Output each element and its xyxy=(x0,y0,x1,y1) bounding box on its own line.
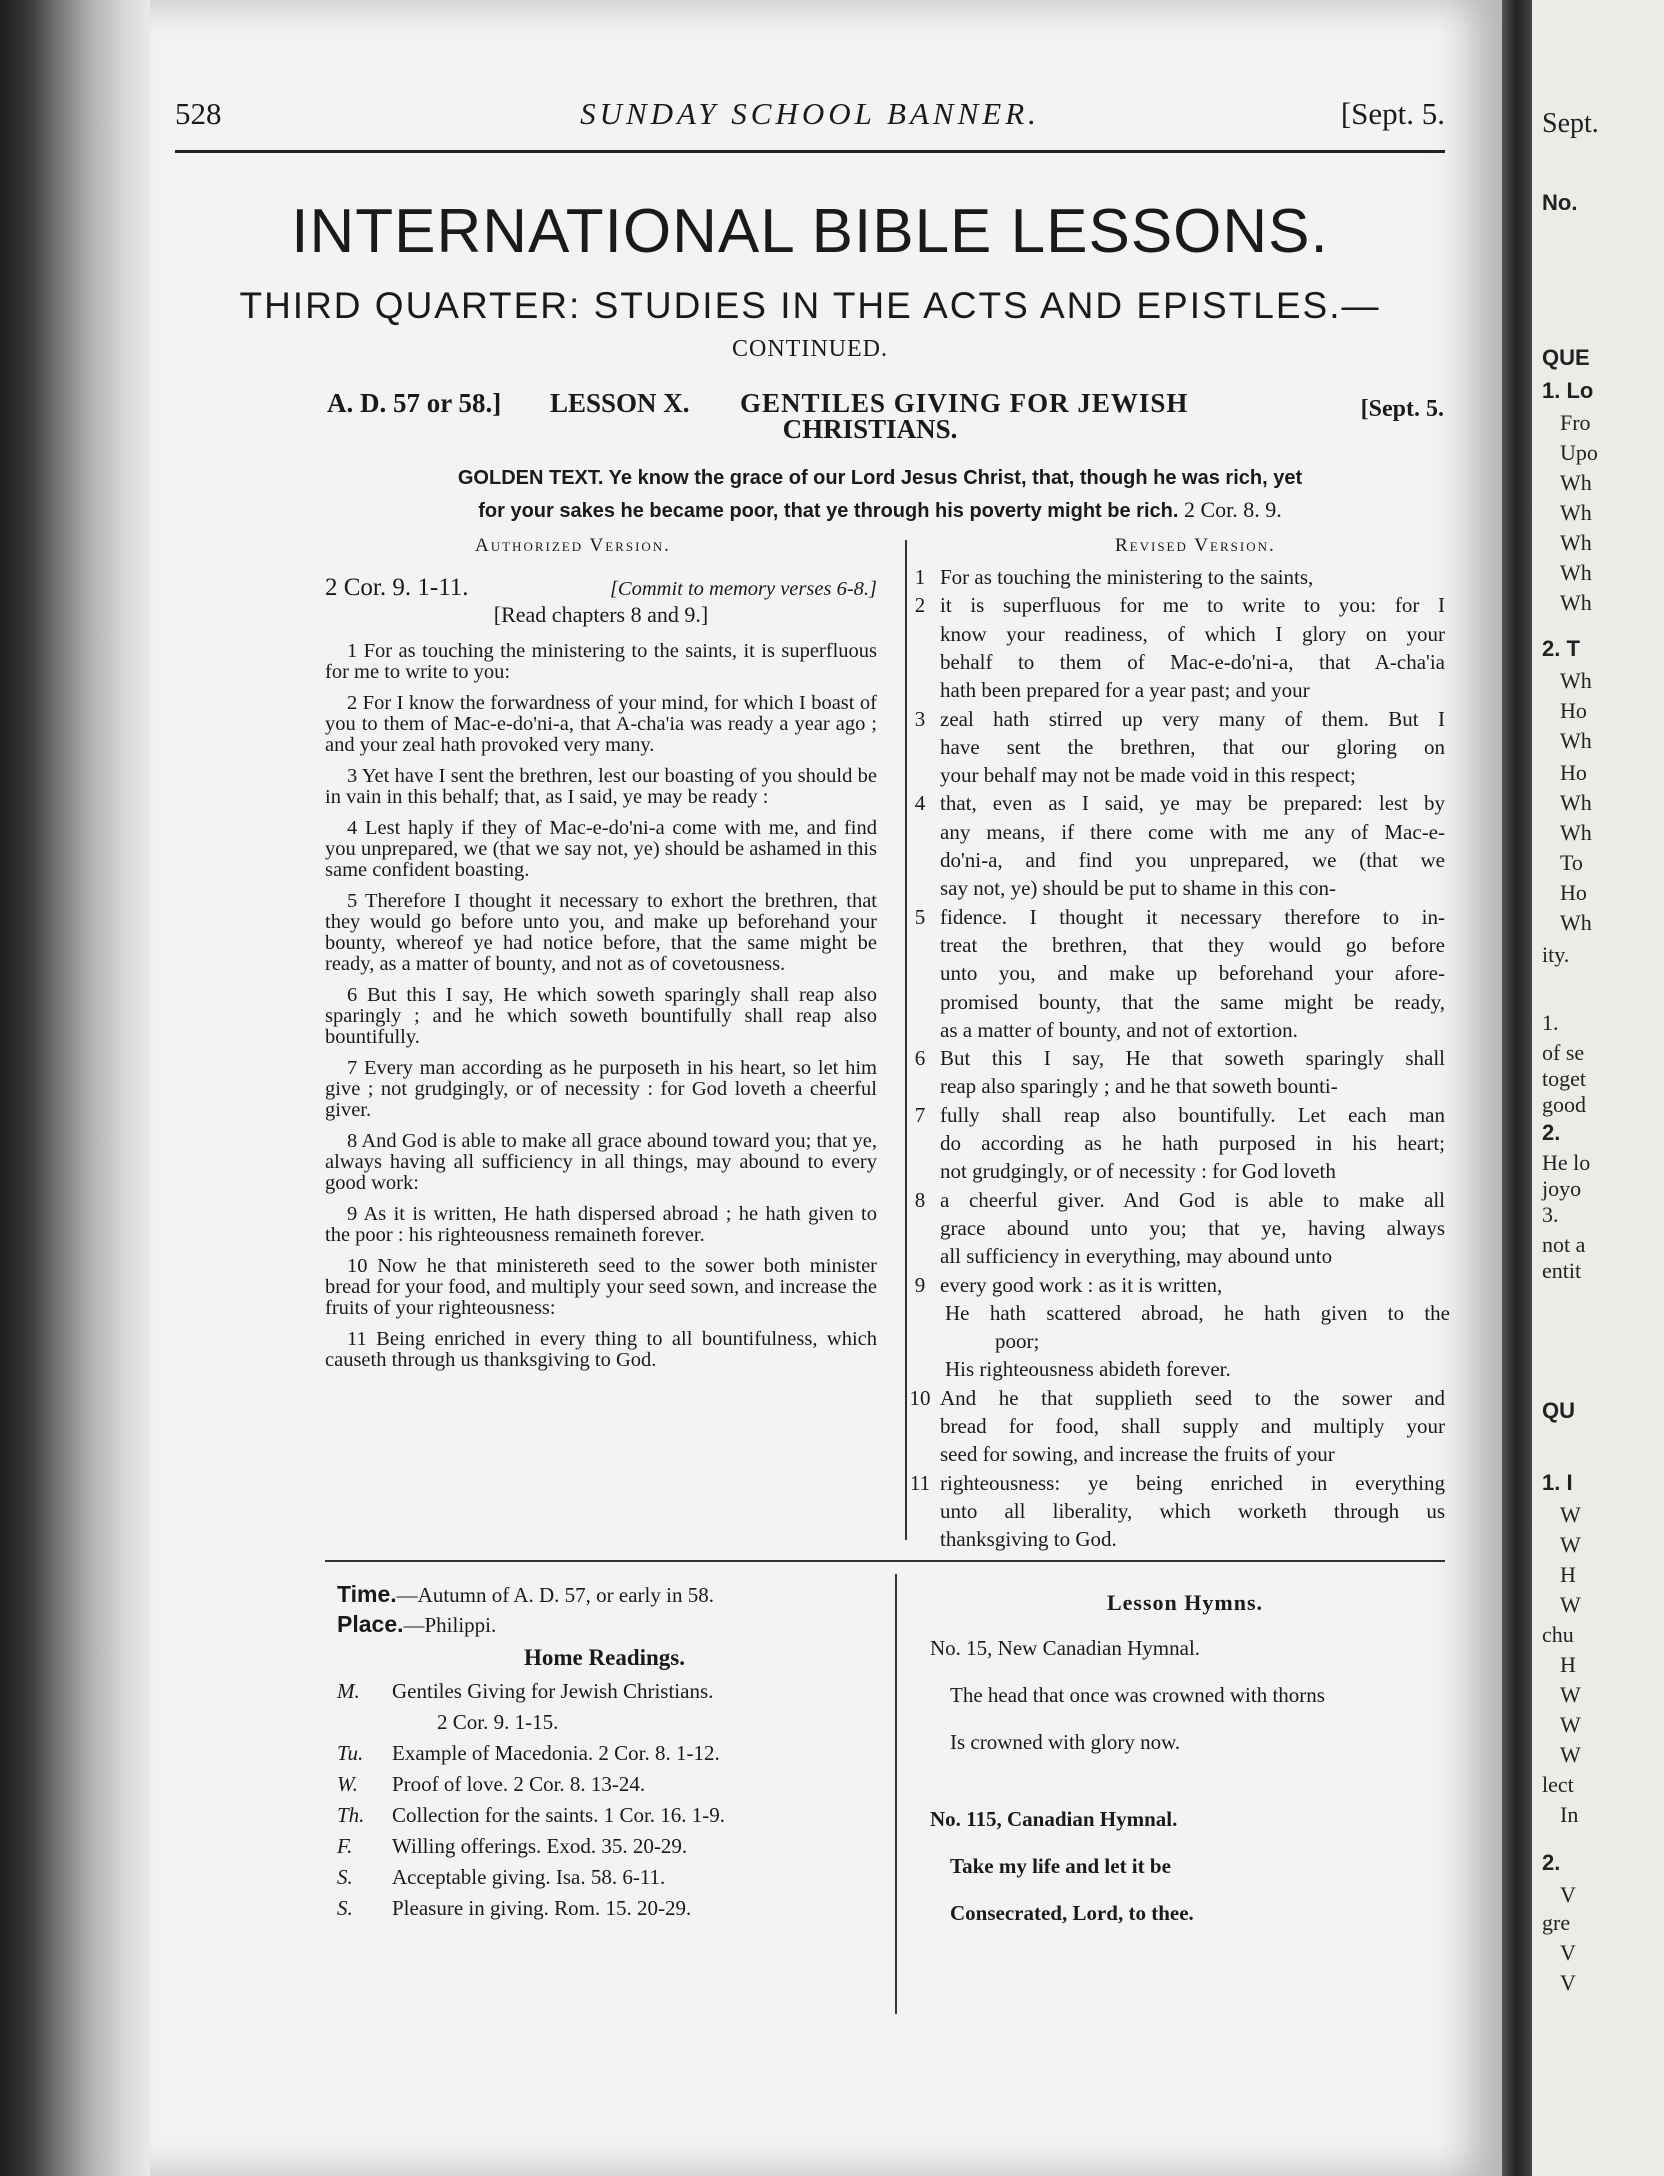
verse: 4 Lest haply if they of Mac-e-do'ni-a come with me, and find you unprepared, we (that we say not, ye) should be ashamed in this same confident boasting. xyxy=(325,817,877,881)
hymns-heading: Lesson Hymns. xyxy=(1106,1590,1264,1615)
revised-line xyxy=(905,1497,1450,1525)
revised-line-text: thanksgiving to God. xyxy=(940,1527,1117,1552)
revised-line-text: bread for food, shall supply and multiply your xyxy=(940,1414,1445,1438)
next-page-fragment: In xyxy=(1560,1802,1579,1827)
lesson-hymns xyxy=(930,1590,1440,1926)
revised-line xyxy=(905,1214,1450,1242)
next-page-fragment: 1. xyxy=(1542,1010,1559,1035)
revised-line-text: fidence. I thought it necessary therefore to in- xyxy=(940,904,1445,929)
revised-line-text: say not, ye) should be put to shame in this con- xyxy=(940,876,1337,901)
verse-number: 7 xyxy=(914,1102,926,1127)
revised-line xyxy=(905,591,1450,619)
next-page-fragment: QU xyxy=(1542,1398,1575,1423)
revised-line xyxy=(905,1271,1450,1299)
time-text: —Autumn of A. D. 57, or early in 58. xyxy=(396,1583,714,1607)
revised-line-text: For as touching the ministering to the saints, xyxy=(940,565,1314,589)
revised-line xyxy=(905,846,1450,874)
revised-line-text: unto you, and make up beforehand your afore- xyxy=(940,961,1445,986)
revised-line-text: have sent the brethren, that our gloring on xyxy=(940,734,1445,759)
revised-line xyxy=(905,1525,1450,1553)
verse-number: 2 xyxy=(914,593,926,618)
next-page-fragment: 1. I xyxy=(1542,1470,1573,1495)
reading-day: W. xyxy=(337,1772,358,1796)
revised-line-text: do'ni-a, and find you unprepared, we (that we xyxy=(940,848,1445,872)
next-page-fragment: H xyxy=(1560,1652,1576,1677)
revised-line xyxy=(905,903,1450,931)
next-page-fragment: To xyxy=(1560,850,1583,875)
revised-line xyxy=(905,1072,1450,1100)
verse: 2 For I know the forwardness of your mind, for which I boast of you to them of Mac-e-do'ni-a, that A-cha'ia was ready a year ago ; and your zeal hath provoked very many. xyxy=(325,692,877,756)
revised-line-text: seed for sowing, and increase the fruits of your xyxy=(940,1442,1335,1467)
revised-line-text: righteousness: ye being enriched in everything xyxy=(940,1470,1445,1495)
next-page-fragment: Upo xyxy=(1560,440,1598,465)
next-page-fragment: 2. xyxy=(1542,1850,1561,1875)
revised-line xyxy=(905,761,1450,789)
revised-line xyxy=(905,620,1450,648)
revised-line xyxy=(905,789,1450,817)
revised-line-text: promised bounty, that the same might be ready, xyxy=(940,989,1445,1014)
next-page-fragment: He lo xyxy=(1542,1150,1591,1175)
revised-line-text: behalf to them of Mac-e-do'ni-a, that A-cha'ia xyxy=(940,649,1445,674)
golden-text-line1: Ye know the grace of our Lord Jesus Christ, that, though he was rich, yet xyxy=(608,467,1303,489)
next-page-fragment: not a xyxy=(1542,1232,1586,1257)
revised-heading: Revised Version. xyxy=(1115,535,1276,556)
reading-text: Proof of love. 2 Cor. 8. 13-24. xyxy=(392,1772,646,1796)
revised-line xyxy=(905,733,1450,761)
reading-text: Example of Macedonia. 2 Cor. 8. 1-12. xyxy=(392,1741,720,1765)
next-page-fragment: Fro xyxy=(1560,410,1591,435)
continued-label: CONTINUED. xyxy=(732,336,888,362)
golden-text-reference: 2 Cor. 8. 9. xyxy=(1183,497,1282,522)
next-page-fragment: Ho xyxy=(1560,698,1587,723)
revised-line-text: zeal hath stirred up very many of them. But I xyxy=(940,706,1445,731)
hymn-2-line2: Consecrated, Lord, to thee. xyxy=(950,1901,1194,1925)
next-page-fragment: joyo xyxy=(1542,1176,1582,1201)
reading-text: 2 Cor. 9. 1-15. xyxy=(437,1710,559,1734)
revised-line-text: And he that supplieth seed to the sower and xyxy=(940,1385,1445,1410)
next-page-fragment: 2. xyxy=(1542,1120,1561,1145)
verse: 1 For as touching the ministering to the saints, it is superfluous for me to write to you: xyxy=(325,640,877,683)
revised-line xyxy=(905,931,1450,959)
revised-line xyxy=(905,1412,1450,1440)
next-page-fragment: lect xyxy=(1542,1772,1574,1797)
next-page-fragment: Wh xyxy=(1560,530,1592,555)
revised-line-text: all sufficiency in everything, may abound unto xyxy=(940,1244,1333,1269)
verse: 10 Now he that ministereth seed to the sower both minister bread for your food, and multiply your seed sown, and increase the fruits of your righteousness: xyxy=(325,1255,877,1319)
home-readings xyxy=(337,1676,877,1924)
revised-line xyxy=(905,705,1450,733)
lesson-year: A. D. 57 or 58.] xyxy=(327,388,502,418)
next-page-fragment: Wh xyxy=(1560,560,1592,585)
revised-line xyxy=(905,676,1450,704)
book-gutter xyxy=(1502,0,1532,2176)
next-page-fragment: QUE xyxy=(1542,345,1590,370)
next-page-fragment: Wh xyxy=(1560,590,1592,615)
next-page-fragment: entit xyxy=(1542,1258,1582,1283)
revised-line-text: your behalf may not be made void in this respect; xyxy=(940,763,1356,788)
next-page-fragment: W xyxy=(1560,1502,1581,1527)
next-page-fragment: Wh xyxy=(1560,790,1592,815)
revised-line-text: do according as he hath purposed in his heart; xyxy=(940,1131,1445,1155)
next-page-fragment: gre xyxy=(1542,1910,1571,1935)
reading-day: Th. xyxy=(337,1803,365,1827)
revised-line xyxy=(905,1101,1450,1129)
next-page-fragment: Ho xyxy=(1560,760,1587,785)
revised-line xyxy=(905,1355,1450,1383)
revised-line xyxy=(905,1044,1450,1072)
revised-line-text: any means, if there come with me any of Mac-e- xyxy=(940,819,1445,844)
revised-line xyxy=(905,1384,1450,1412)
place-label: Place. xyxy=(337,1611,404,1637)
next-page-fragment: W xyxy=(1560,1532,1581,1557)
next-page-fragment: good xyxy=(1542,1092,1586,1117)
verse: 11 Being enriched in every thing to all bountifulness, which causeth through us thanksgiving to God. xyxy=(325,1328,877,1371)
lesson-number: LESSON X. xyxy=(550,388,690,418)
hymn-1-label: No. 15, New Canadian Hymnal. xyxy=(930,1636,1201,1660)
running-head xyxy=(175,96,1445,146)
revised-line-text: His righteousness abideth forever. xyxy=(945,1357,1231,1382)
verse: 8 And God is able to make all grace abound toward you; that ye, always having all sufficiency in all things, may abound to every good work: xyxy=(325,1130,877,1194)
revised-line xyxy=(905,1186,1450,1214)
hymn-1-line1: The head that once was crowned with thorns xyxy=(950,1683,1325,1707)
verse-number: 1 xyxy=(914,565,926,589)
time-label: Time. xyxy=(337,1581,397,1607)
reading-day: F. xyxy=(337,1834,353,1858)
revised-line-text: it is superfluous for me to write to you: for I xyxy=(940,593,1445,618)
reading-item xyxy=(337,1769,877,1800)
revised-line xyxy=(905,874,1450,902)
next-page-fragment: Wh xyxy=(1560,820,1592,845)
revised-line-text: a cheerful giver. And God is able to make all xyxy=(940,1187,1445,1212)
publication-title: SUNDAY SCHOOL BANNER. xyxy=(580,96,1040,131)
reading-item xyxy=(337,1707,877,1738)
verse: 5 Therefore I thought it necessary to exhort the brethren, that they would go before unto you, and make up beforehand your bounty, whereof ye had notice before, that the same might be ready, as a matter of bounty, and not as of covetousness. xyxy=(325,890,877,975)
reading-text: Gentiles Giving for Jewish Christians. xyxy=(392,1679,714,1703)
revised-line xyxy=(905,1469,1450,1497)
verse-number: 11 xyxy=(909,1470,931,1495)
reading-day: M. xyxy=(337,1679,360,1703)
golden-text xyxy=(360,462,1400,527)
verse-number: 6 xyxy=(914,1046,926,1071)
next-page-fragment: Wh xyxy=(1560,500,1592,525)
revised-line-text: as a matter of bounty, and not of extortion. xyxy=(940,1017,1298,1042)
next-page-fragment: V xyxy=(1560,1970,1576,1995)
next-page-fragment: Wh xyxy=(1560,910,1592,935)
reading-item xyxy=(337,1893,877,1924)
header-date: [Sept. 5. xyxy=(1340,96,1445,131)
revised-line xyxy=(905,1327,1450,1355)
revised-line xyxy=(905,1016,1450,1044)
lesson-date: [Sept. 5. xyxy=(1360,396,1444,422)
next-page-fragment: ity. xyxy=(1542,942,1570,967)
next-page-fragment: W xyxy=(1560,1742,1581,1767)
hymn-1-line2: Is crowned with glory now. xyxy=(950,1730,1181,1754)
next-page-fragment: Wh xyxy=(1560,728,1592,753)
reading-item xyxy=(337,1738,877,1769)
verse: 3 Yet have I sent the brethren, lest our boasting of you should be in vain in this behalf; that, as I said, ye may be ready : xyxy=(325,765,877,808)
revised-line xyxy=(905,818,1450,846)
next-page-fragment: W xyxy=(1560,1712,1581,1737)
revised-line-text: He hath scattered abroad, he hath given to the xyxy=(945,1300,1450,1325)
reading-item xyxy=(337,1862,877,1893)
lesson-title: GENTILES GIVING FOR JEWISH xyxy=(740,388,1189,418)
next-page-fragment: 2. T xyxy=(1542,636,1580,661)
reading-text: Pleasure in giving. Rom. 15. 20-29. xyxy=(392,1896,692,1920)
revised-line-text: not grudgingly, or of necessity : for God loveth xyxy=(940,1159,1336,1184)
revised-line xyxy=(905,563,1450,591)
reading-day: S. xyxy=(337,1865,353,1889)
next-page-fragment: Wh xyxy=(1560,668,1592,693)
next-page-fragment: 3. xyxy=(1542,1202,1559,1227)
revised-line-text: that, even as I said, ye may be prepared: lest by xyxy=(940,791,1445,816)
scripture-reference: 2 Cor. 9. 1-11. xyxy=(325,574,469,601)
next-page-fragment: of se xyxy=(1542,1040,1585,1065)
revised-line-text: grace abound unto you; that ye, having always xyxy=(940,1215,1445,1240)
reading-day: S. xyxy=(337,1896,353,1920)
hymn-2-line1: Take my life and let it be xyxy=(950,1854,1171,1878)
hymn-2-label: No. 115, Canadian Hymnal. xyxy=(930,1807,1178,1831)
reading-day: Tu. xyxy=(337,1741,364,1765)
next-page-fragment: V xyxy=(1560,1882,1576,1907)
next-page-edge xyxy=(1532,0,1664,2176)
revised-line-text: But this I say, He that soweth sparingly shall xyxy=(940,1046,1445,1071)
home-readings-heading: Home Readings. xyxy=(524,1645,685,1670)
lower-column-divider xyxy=(895,1574,897,2014)
next-page-fragment: 1. Lo xyxy=(1542,378,1594,403)
page-subtitle: THIRD QUARTER: STUDIES IN THE ACTS AND EPISTLES.— xyxy=(239,285,1381,326)
reading-item xyxy=(337,1800,877,1831)
revised-line-text: every good work : as it is written, xyxy=(940,1272,1223,1297)
reading-item xyxy=(337,1676,877,1707)
reading-text: Willing offerings. Exod. 35. 20-29. xyxy=(392,1834,688,1858)
revised-line xyxy=(905,648,1450,676)
verse-number: 9 xyxy=(914,1272,926,1297)
verse-number: 4 xyxy=(914,791,926,816)
header-rule xyxy=(175,150,1445,153)
next-page-fragment: H xyxy=(1560,1562,1576,1587)
authorized-version xyxy=(325,574,877,1381)
next-page-fragment: chu xyxy=(1542,1622,1574,1647)
revised-line xyxy=(905,1242,1450,1270)
next-page-fragment: toget xyxy=(1542,1066,1586,1091)
revised-line-text: reap also sparingly ; and he that soweth bounti- xyxy=(940,1074,1338,1099)
revised-line-text: poor; xyxy=(995,1329,1040,1354)
next-page-fragment: No. xyxy=(1542,190,1578,215)
revised-line-text: hath been prepared for a year past; and your xyxy=(940,678,1310,703)
verse-number: 3 xyxy=(914,706,926,731)
verse: 6 But this I say, He which soweth sparingly shall reap also sparingly ; and he which soweth bountifully shall reap also bountifully. xyxy=(325,984,877,1048)
revised-line xyxy=(905,1299,1450,1327)
section-rule xyxy=(325,1560,1445,1562)
page-number: 528 xyxy=(175,96,222,131)
next-page-header: Sept. xyxy=(1542,108,1599,139)
lesson-title-cont: CHRISTIANS. xyxy=(782,414,958,444)
reading-text: Collection for the saints. 1 Cor. 16. 1-9. xyxy=(392,1803,726,1827)
reading-item xyxy=(337,1831,877,1862)
golden-text-label: GOLDEN TEXT. xyxy=(457,467,604,489)
reading-text: Acceptable giving. Isa. 58. 6-11. xyxy=(392,1865,666,1889)
next-page-fragment: W xyxy=(1560,1592,1581,1617)
verse: 9 As it is written, He hath dispersed abroad ; he hath given to the poor : his righteousness remaineth forever. xyxy=(325,1203,877,1246)
revised-line xyxy=(905,959,1450,987)
revised-line-text: treat the brethren, that they would go before xyxy=(940,932,1445,957)
revised-line-text: fully shall reap also bountifully. Let each man xyxy=(940,1102,1445,1127)
next-page-fragment: Ho xyxy=(1560,880,1587,905)
next-page-fragment: W xyxy=(1560,1682,1581,1707)
revised-line-text: know your readiness, of which I glory on your xyxy=(940,621,1445,646)
revised-line xyxy=(905,988,1450,1016)
verse-number: 8 xyxy=(914,1187,926,1212)
revised-line xyxy=(905,1440,1450,1468)
time-place xyxy=(337,1580,714,1640)
golden-text-line2: for your sakes he became poor, that ye through his poverty might be rich. xyxy=(478,500,1179,522)
page-title: INTERNATIONAL BIBLE LESSONS. xyxy=(291,197,1329,266)
verse-number: 10 xyxy=(909,1385,931,1410)
next-page-fragment: Wh xyxy=(1560,470,1592,495)
verse-number: 5 xyxy=(914,904,926,929)
book-spine xyxy=(0,0,150,2176)
revised-line-text: unto all liberality, which worketh through us xyxy=(940,1498,1445,1523)
authorized-heading: Authorized Version. xyxy=(475,535,671,556)
verse: 7 Every man according as he purposeth in his heart, so let him give ; not grudgingly, or of necessity : for God loveth a cheerful giver. xyxy=(325,1057,877,1121)
next-page-fragment: V xyxy=(1560,1940,1576,1965)
revised-line xyxy=(905,1129,1450,1157)
revised-line xyxy=(905,1157,1450,1185)
commit-note: [Commit to memory verses 6-8.] xyxy=(609,578,877,600)
read-note: [Read chapters 8 and 9.] xyxy=(493,602,709,627)
place-text: —Philippi. xyxy=(403,1613,497,1637)
